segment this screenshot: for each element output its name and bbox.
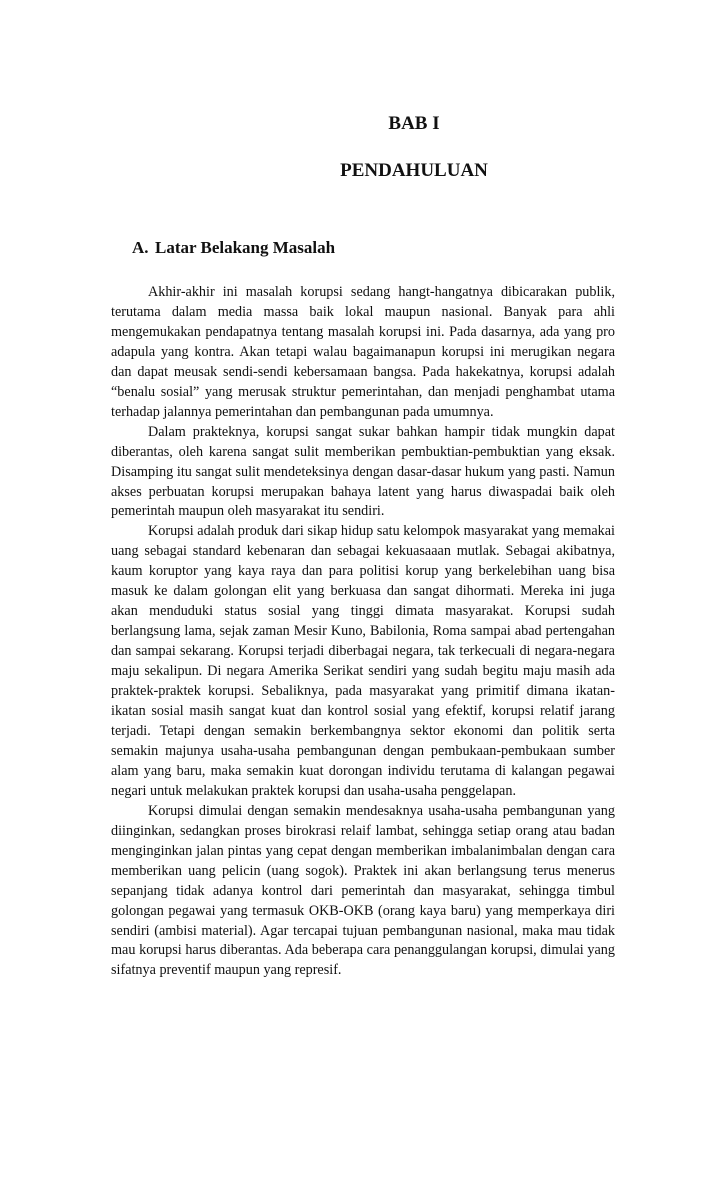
- section-heading: [132, 238, 335, 258]
- section-letter: A.: [132, 238, 149, 257]
- paragraph: Dalam prakteknya, korupsi sangat sukar bahkan hampir tidak mungkin dapat diberantas, oleh karena sangat sulit memberikan pembuktian-pembuktian yang eksak. Disamping itu sangat sulit mendeteksinya dengan dasar-dasar hukum yang pasti. Namun akses perbuatan korupsi merupakan bahaya latent yang harus diwaspadai baik oleh pemerintah maupun oleh masyarakat itu sendiri.: [111, 423, 615, 520]
- paragraph: Korupsi dimulai dengan semakin mendesaknya usaha-usaha pembangunan yang diinginkan, sedangkan proses birokrasi relaif lambat, sehingga setiap orang atau badan menginginkan jalan pintas yang cepat dengan memberikan imbalanimbalan dengan cara memberikan uang pelicin (uang sogok). Praktek ini akan berlangsung terus menerus sepanjang tidak adanya kontrol dari pemerintah dan masyarakat, sehingga timbul golongan pegawai yang termasuk OKB-OKB (orang kaya baru) yang memperkaya diri sendiri (ambisi material). Agar tercapai tujuan pembangunan nasional, maka mau tidak mau korupsi harus diberantas. Ada beberapa cara penanggulangan korupsi, dimulai yang sifatnya preventif maupun yang represif.: [111, 802, 615, 979]
- section-title: Latar Belakang Masalah: [155, 238, 336, 257]
- chapter-number: BAB I: [388, 113, 440, 134]
- chapter-title: PENDAHULUAN: [340, 160, 488, 181]
- paragraph: Korupsi adalah produk dari sikap hidup satu kelompok masyarakat yang memakai uang sebagai standard kebenaran dan sebagai kekuasaaan mutlak. Sebagai akibatnya, kaum koruptor yang kaya raya dan para politisi korup yang berkelebihan uang bisa masuk ke dalam golongan elit yang berkuasa dan sangat dihormati. Mereka ini juga akan menduduki status sosial yang tinggi dimata masyarakat. Korupsi sudah berlangsung lama, sejak zaman Mesir Kuno, Babilonia, Roma sampai abad pertengahan dan sampai sekarang. Korupsi terjadi diberbagai negara, tak terkecuali di negara-negara maju sekalipun. Di negara Amerika Serikat sendiri yang sudah begitu maju masih ada praktek-praktek korupsi. Sebaliknya, pada masyarakat yang primitif dimana ikatan-ikatan sosial masih sangat kuat dan kontrol sosial yang efektif, korupsi relatif jarang terjadi. Tetapi dengan semakin berkembangnya sektor ekonomi dan politik serta semakin majunya usaha-usaha pembangunan dengan pembukaan-pembukaan sumber alam yang baru, maka semakin kuat dorongan individu terutama di kalangan pegawai negari untuk melakukan praktek korupsi dan usaha-usaha penggelapan.: [111, 523, 615, 799]
- paragraph: Akhir-akhir ini masalah korupsi sedang hangt-hangatnya dibicarakan publik, terutama dalam media massa baik lokal maupun nasional. Banyak para ahli mengemukakan pendapatnya tentang masalah korupsi ini. Pada dasarnya, ada yang pro adapula yang kontra. Akan tetapi walau bagaimanapun korupsi ini merugikan negara dan dapat meusak sendi-sendi kebersamaan bangsa. Pada hakekatnya, korupsi adalah “benalu sosial” yang merusak struktur pemerintahan, dan menjadi penghambat utama terhadap jalannya pemerintahan dan pembangunan pada umumnya.: [111, 284, 615, 420]
- body-text: [111, 283, 615, 981]
